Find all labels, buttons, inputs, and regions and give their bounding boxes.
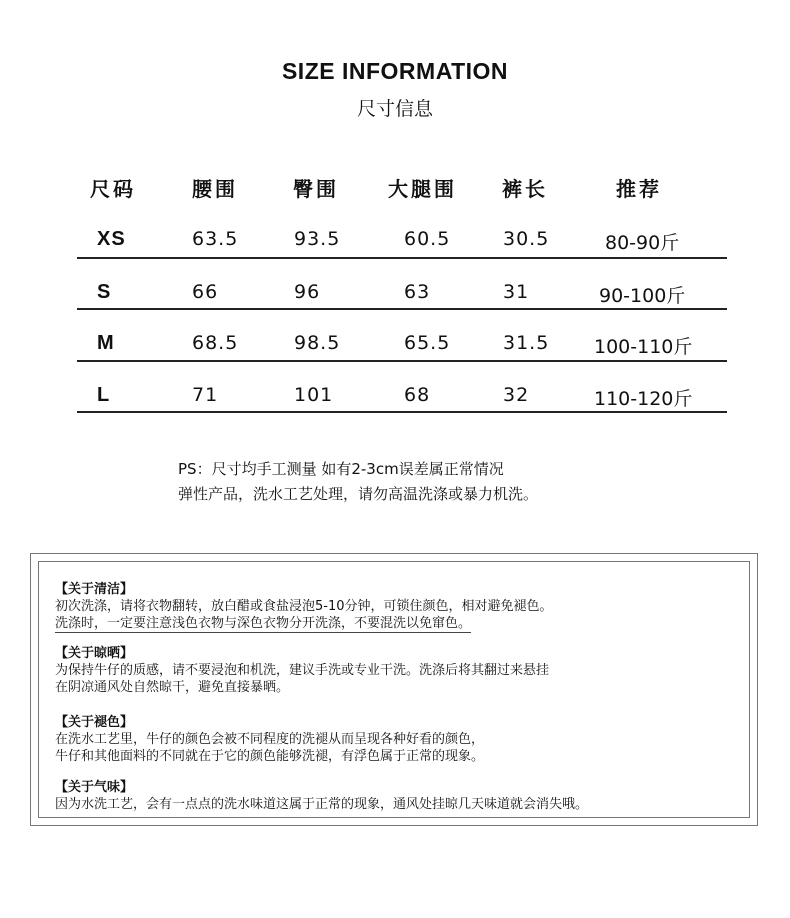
cell-size: S [97, 281, 112, 303]
header-thigh: 大腿围 [388, 177, 457, 201]
drying-line-2: 在阴凉通风处自然晾干，避免直接暴晒。 [55, 680, 290, 695]
cell-hip: 93.5 [294, 228, 341, 250]
row-divider [77, 308, 727, 310]
cell-thigh: 68 [404, 384, 431, 406]
cleaning-line-1: 初次洗涤，请将衣物翻转，放白醋或食盐浸泡5-10分钟，可锁住颜色，相对避免褪色。 [55, 599, 553, 614]
cell-size: L [97, 384, 111, 406]
washing-note: 弹性产品，洗水工艺处理，请勿高温洗涤或暴力机洗。 [178, 485, 539, 503]
cell-length: 30.5 [503, 228, 550, 250]
cell-length: 31.5 [503, 332, 550, 354]
cell-waist: 66 [192, 281, 219, 303]
cleaning-section-title: 【关于清洁】 [55, 582, 134, 597]
cleaning-line-2-text: 洗涤时，一定要注意浅色衣物与深色衣物分开洗涤，不要混洗以免窜色。 [55, 616, 472, 631]
cell-hip: 96 [294, 281, 321, 303]
care-instructions-box [30, 553, 758, 826]
cell-thigh: 60.5 [404, 228, 451, 250]
cell-hip: 98.5 [294, 332, 341, 354]
cell-recommend: 110-120斤 [594, 388, 693, 410]
drying-line-1: 为保持牛仔的质感，请不要浸泡和机洗，建议手洗或专业干洗。洗涤后将其翻过来悬挂 [55, 663, 550, 678]
fading-line-2: 牛仔和其他面料的不同就在于它的颜色能够洗褪，有浮色属于正常的现象。 [55, 749, 485, 764]
row-divider [77, 411, 727, 413]
table-row [0, 332, 790, 372]
header-recommend: 推荐 [616, 177, 662, 201]
row-divider [77, 360, 727, 362]
cell-length: 32 [503, 384, 530, 406]
cell-thigh: 65.5 [404, 332, 451, 354]
header-length: 裤长 [502, 177, 548, 201]
cell-length: 31 [503, 281, 530, 303]
table-row [0, 228, 790, 268]
odor-section-title: 【关于气味】 [55, 780, 134, 795]
cell-recommend: 90-100斤 [599, 285, 686, 307]
fading-line-1: 在洗水工艺里，牛仔的颜色会被不同程度的洗褪从而呈现各种好看的颜色， [55, 732, 485, 747]
cell-recommend: 80-90斤 [605, 232, 680, 254]
cell-waist: 63.5 [192, 228, 239, 250]
header-hip: 臀围 [293, 177, 339, 201]
cell-hip: 101 [294, 384, 334, 406]
cleaning-line-2 [55, 612, 471, 631]
row-divider [77, 257, 727, 259]
header-size: 尺码 [90, 177, 136, 201]
measurement-note: PS：尺寸均手工测量 如有2-3cm误差属正常情况 [178, 460, 504, 478]
cell-thigh: 63 [404, 281, 431, 303]
cell-waist: 68.5 [192, 332, 239, 354]
page-subtitle: 尺寸信息 [356, 98, 433, 120]
table-row [0, 384, 790, 424]
drying-section-title: 【关于晾晒】 [55, 646, 134, 661]
cell-size: M [97, 332, 115, 354]
cell-recommend: 100-110斤 [594, 336, 693, 358]
header-waist: 腰围 [192, 177, 238, 201]
table-row [0, 281, 790, 321]
cell-size: XS [97, 228, 126, 250]
cell-waist: 71 [192, 384, 219, 406]
fading-section-title: 【关于褪色】 [55, 715, 134, 730]
odor-line-1: 因为水洗工艺，会有一点点的洗水味道这属于正常的现象，通风处挂晾几天味道就会消失哦。 [55, 797, 589, 812]
page-title: SIZE INFORMATION [281, 58, 509, 84]
